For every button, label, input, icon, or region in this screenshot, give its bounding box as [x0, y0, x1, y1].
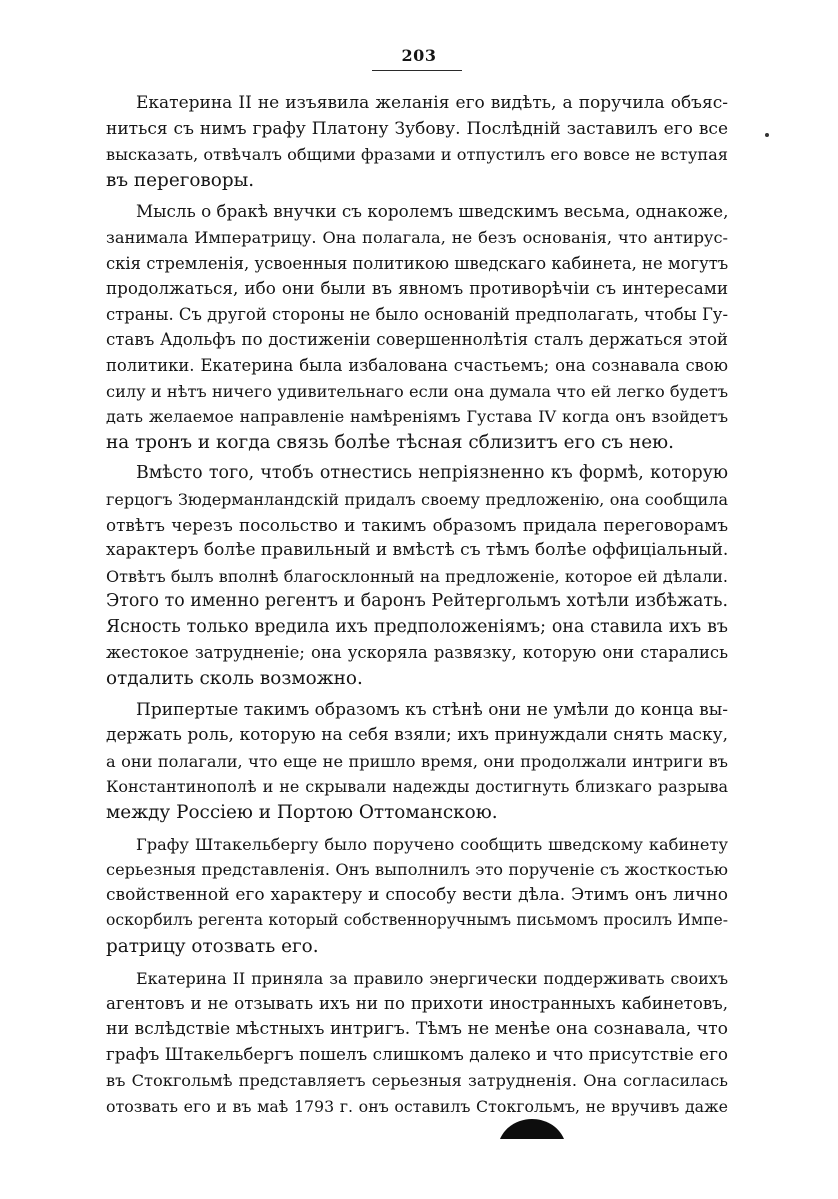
paragraph-5: [106, 832, 728, 960]
text-line: серьезныя представленія. Онъ выполнилъ это порученіе съ жосткостью: [106, 860, 728, 880]
text-line: на тронъ и когда связь болѣе тѣсная сблизитъ его съ нею.: [106, 431, 674, 453]
text-line: жестокое затрудненіе; она ускоряла развязку, которую они старались: [106, 643, 728, 663]
text-line: характеръ болѣе правильный и вмѣстѣ съ тѣмъ болѣе оффиціальный.: [106, 540, 728, 561]
ink-blot: [498, 1117, 566, 1141]
text-line: оскорбилъ регента который собственноручнымъ письмомъ просилъ Импе-: [106, 911, 728, 930]
text-line: отвѣтъ черезъ посольство и такимъ образомъ придала переговорамъ: [106, 514, 728, 535]
text-line: герцогъ Зюдерманландскій придалъ своему предложенію, она сообщила: [106, 489, 728, 509]
text-line: въ Стокгольмѣ представляетъ серьезныя затрудненія. Она согласилась: [106, 1070, 728, 1090]
text-line: страны. Съ другой стороны не было основаній предполагать, чтобы Гу-: [106, 304, 728, 324]
text-line: Отвѣтъ былъ вполнѣ благосклонный на предложеніе, которое ей дѣлали.: [106, 566, 728, 586]
ink-speck: [765, 133, 769, 137]
text-line: Константинополѣ и не скрывали надежды достигнуть близкаго разрыва: [106, 777, 728, 797]
body-text: [106, 91, 728, 1125]
text-line: свойственной его характеру и способу вести дѣла. Этимъ онъ лично: [106, 884, 728, 905]
text-line: высказать, отвѣчалъ общими фразами и отпустилъ его вовсе не вступая: [106, 145, 728, 165]
text-line: скія стремленія, усвоенныя политикою шведскаго кабинета, не могутъ: [106, 253, 728, 273]
paragraph-3: [106, 461, 728, 691]
text-line: Этого то именно регентъ и баронъ Рейтергольмъ хотѣли избѣжать.: [106, 591, 728, 612]
paragraph-6: [106, 966, 728, 1120]
text-line: Мысль о бракѣ внучки съ королемъ шведскимъ весьма, однакоже,: [136, 201, 728, 222]
text-line: ставъ Адольфъ по достиженіи совершеннолѣтія сталъ держаться этой: [106, 330, 728, 350]
page-number-rule: [372, 70, 462, 71]
text-line: продолжаться, ибо они были въ явномъ противорѣчіи съ интересами: [106, 278, 728, 299]
text-line: занимала Императрицу. Она полагала, не безъ основанія, что антирус-: [106, 227, 728, 247]
text-line: силу и нѣтъ ничего удивительнаго если она думала что ей легко будетъ: [106, 381, 728, 401]
text-line: ратрицу отозвать его.: [106, 936, 319, 957]
text-line: ни вслѣдствіе мѣстныхъ интригъ. Тѣмъ не менѣе она сознавала, что: [106, 1018, 728, 1039]
text-line: агентовъ и не отзывать ихъ ни по прихоти иностранныхъ кабинетовъ,: [106, 994, 728, 1014]
text-line: политики. Екатерина была избалована счастьемъ; она сознавала свою: [106, 355, 728, 375]
page-number: 203: [401, 46, 437, 65]
text-line: Припертые такимъ образомъ къ стѣнѣ они не умѣли до конца вы-: [136, 699, 728, 720]
text-line: между Россіею и Портою Оттоманскою.: [106, 802, 498, 824]
paragraph-4: [106, 698, 728, 826]
text-line: Екатерина II не изъявила желанія его видѣть, а поручила объяс-: [136, 93, 728, 113]
text-line: дать желаемое направленіе намѣреніямъ Густава IV когда онъ взойдетъ: [106, 407, 728, 427]
text-line: а они полагали, что еще не пришло время, они продолжали интриги въ: [106, 751, 728, 771]
text-line: отозвать его и въ маѣ 1793 г. онъ оставилъ Стокгольмъ, не вручивъ даже: [106, 1096, 728, 1116]
paragraph-2: [106, 199, 728, 455]
text-line: Вмѣсто того, чтобъ отнестись непріязненно къ формѣ, которую: [136, 463, 728, 484]
paragraph-1: [106, 91, 728, 193]
text-line: ниться съ нимъ графу Платону Зубову. Послѣдній заставилъ его все: [106, 118, 728, 139]
text-line: графъ Штакельбергъ пошелъ слишкомъ далеко и что присутствіе его: [106, 1044, 728, 1065]
text-line: отдалить сколь возможно.: [106, 668, 363, 690]
text-line: Ясность только вредила ихъ предположеніямъ; она ставила ихъ въ: [106, 616, 728, 637]
text-line: въ переговоры.: [106, 169, 255, 191]
text-line: Екатерина II приняла за правило энергически поддерживать своихъ: [136, 968, 728, 988]
text-line: Графу Штакельбергу было поручено сообщить шведскому кабинету: [136, 834, 728, 854]
text-line: держать роль, которую на себя взяли; ихъ принуждали снять маску,: [106, 725, 728, 746]
